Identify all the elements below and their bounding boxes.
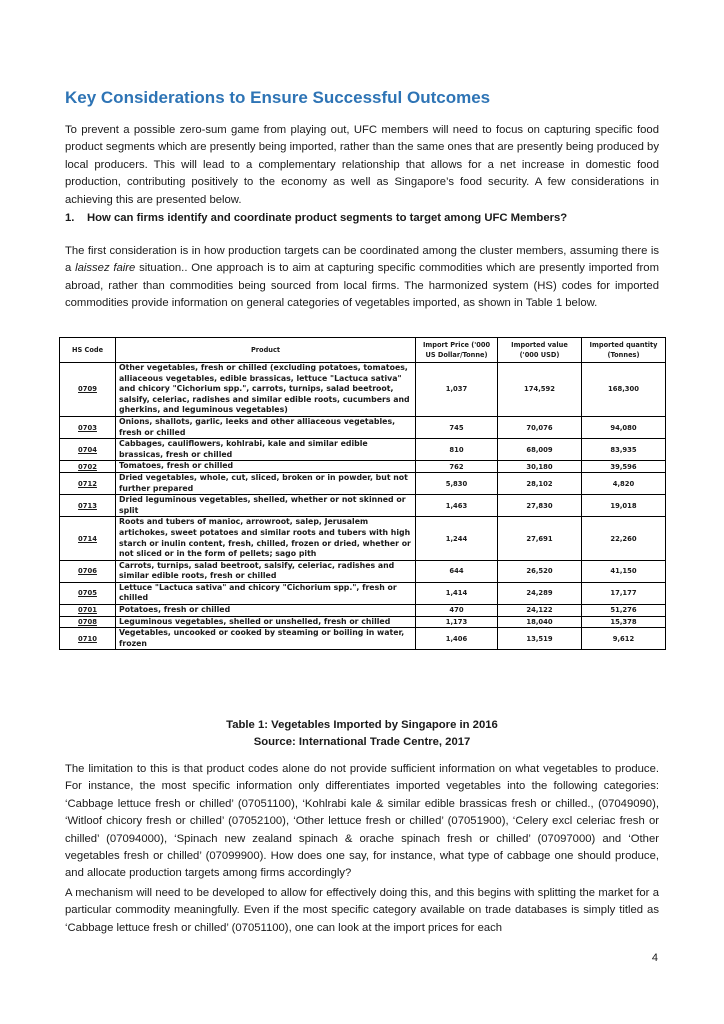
product-cell: Dried vegetables, whole, cut, sliced, broken or in powder, but not further prepared (116, 472, 416, 494)
price-cell: 470 (416, 605, 498, 617)
section-heading: Key Considerations to Ensure Successful Outcomes (65, 88, 491, 107)
hs-code-link[interactable]: 0708 (60, 616, 116, 628)
product-cell: Vegetables, uncooked or cooked by steaming or boiling in water, frozen (116, 628, 416, 650)
quantity-cell: 9,612 (582, 628, 666, 650)
quantity-cell: 41,150 (582, 560, 666, 582)
header-hs-code: HS Code (60, 338, 116, 363)
value-cell: 13,519 (498, 628, 582, 650)
value-cell: 174,592 (498, 363, 582, 417)
question-text: How can firms identify and coordinate product segments to target among UFC Members? (87, 212, 568, 224)
product-cell: Other vegetables, fresh or chilled (excluding potatoes, tomatoes, alliaceous vegetables, edible brassicas, lettuce "Lactuca sativa" and chicory "Cichorium spp.", carrots, turnips, salad beetroot, salsify, celeriac, radishes and similar edible roots, cucumbers and gherkins, and leguminous vegetables) (116, 363, 416, 417)
header-imported-value: Imported value ('000 USD) (498, 338, 582, 363)
header-product: Product (116, 338, 416, 363)
table-row (60, 605, 666, 617)
product-cell: Tomatoes, fresh or chilled (116, 461, 416, 473)
value-cell: 24,122 (498, 605, 582, 617)
question-heading (65, 212, 567, 224)
quantity-cell: 15,378 (582, 616, 666, 628)
product-cell: Leguminous vegetables, shelled or unshelled, fresh or chilled (116, 616, 416, 628)
price-cell: 1,173 (416, 616, 498, 628)
price-cell: 1,406 (416, 628, 498, 650)
value-cell: 70,076 (498, 416, 582, 438)
hs-code-link[interactable]: 0702 (60, 461, 116, 473)
hs-code-link[interactable]: 0703 (60, 416, 116, 438)
value-cell: 68,009 (498, 439, 582, 461)
table-row (60, 416, 666, 438)
price-cell: 1,463 (416, 495, 498, 517)
quantity-cell: 39,596 (582, 461, 666, 473)
quantity-cell: 94,080 (582, 416, 666, 438)
limitation-paragraph: The limitation to this is that product codes alone do not provide sufficient information on what vegetables to produce. For instance, the most specific information only differentiates imported vegetables into the following categories: ‘Cabbage lettuce fresh or chilled’ (07051100), ‘Kohlrabi kale & similar edible brassicas fresh or chilled., (07049090), ‘Witloof chicory fresh or chilled’ (07052100), ‘Other lettuce fresh or chilled’ (07051900), ‘Celery excl celeriac fresh or chilled’ (07094000), ‘Spinach new zealand spinach & orache spinach fresh or chilled’ (07097000) and ‘Other vegetables fresh or chilled’ (07099900). How does one say, for instance, what type of cabbage one should produce, and allocate production targets among firms accordingly? (65, 763, 659, 880)
hs-code-link[interactable]: 0714 (60, 517, 116, 560)
hs-code-link[interactable]: 0706 (60, 560, 116, 582)
quantity-cell: 19,018 (582, 495, 666, 517)
table-row (60, 439, 666, 461)
price-cell: 5,830 (416, 472, 498, 494)
price-cell: 762 (416, 461, 498, 473)
table-source: Source: International Trade Centre, 2017 (253, 736, 471, 748)
table-caption: Table 1: Vegetables Imported by Singapore in 2016 (226, 719, 498, 731)
table-row (60, 628, 666, 650)
hs-code-link[interactable]: 0705 (60, 582, 116, 604)
value-cell: 27,691 (498, 517, 582, 560)
quantity-cell: 83,935 (582, 439, 666, 461)
table-row (60, 582, 666, 604)
price-cell: 1,244 (416, 517, 498, 560)
table-row (60, 461, 666, 473)
quantity-cell: 17,177 (582, 582, 666, 604)
product-cell: Cabbages, cauliflowers, kohlrabi, kale and similar edible brassicas, fresh or chilled (116, 439, 416, 461)
table-row (60, 495, 666, 517)
price-cell: 1,414 (416, 582, 498, 604)
product-cell: Dried leguminous vegetables, shelled, whether or not skinned or split (116, 495, 416, 517)
value-cell: 18,040 (498, 616, 582, 628)
product-cell: Potatoes, fresh or chilled (116, 605, 416, 617)
laissez-faire-term: laissez faire (75, 262, 136, 275)
value-cell: 26,520 (498, 560, 582, 582)
hs-code-link[interactable]: 0713 (60, 495, 116, 517)
approach-text-start: The first consideration is in how production targets can be coordinated among the cluster members, assuming there is a (65, 245, 659, 275)
value-cell: 28,102 (498, 472, 582, 494)
table-row (60, 560, 666, 582)
product-cell: Carrots, turnips, salad beetroot, salsify, celeriac, radishes and similar edible roots, fresh or chilled (116, 560, 416, 582)
question-number: 1. (65, 212, 75, 224)
price-cell: 1,037 (416, 363, 498, 417)
price-cell: 810 (416, 439, 498, 461)
quantity-cell: 4,820 (582, 472, 666, 494)
header-import-price: Import Price ('000 US Dollar/Tonne) (416, 338, 498, 363)
hs-code-link[interactable]: 0710 (60, 628, 116, 650)
table-header-row (60, 338, 666, 363)
table-row (60, 517, 666, 560)
product-cell: Lettuce "Lactuca sativa" and chicory "Cichorium spp.", fresh or chilled (116, 582, 416, 604)
product-cell: Roots and tubers of manioc, arrowroot, salep, Jerusalem artichokes, sweet potatoes and similar roots and tubers with high starch or inulin content, fresh, chilled, frozen or dried, whether or not sliced or in the form of pellets; sago pith (116, 517, 416, 560)
hs-code-link[interactable]: 0701 (60, 605, 116, 617)
approach-text-end: situation.. One approach is to aim at capturing specific commodities which are presently imported from abroad, rather than commodities being sourced from local firms. The harmonized system (HS) codes for imported commodities provide information on general categories of vegetables imported, as shown in Table 1 below. (65, 262, 660, 310)
page-number: 4 (651, 952, 658, 964)
price-cell: 644 (416, 560, 498, 582)
hs-code-link[interactable]: 0704 (60, 439, 116, 461)
mechanism-paragraph: A mechanism will need to be developed to allow for effectively doing this, and this begins with splitting the market for a particular commodity meaningfully. Even if the most specific category available on trade databases is simply titled as ‘Cabbage lettuce fresh or chilled’ (07051100), one can look at the import prices for each (65, 887, 659, 934)
hs-code-link[interactable]: 0709 (60, 363, 116, 417)
table-row (60, 472, 666, 494)
product-cell: Onions, shallots, garlic, leeks and other alliaceous vegetables, fresh or chilled (116, 416, 416, 438)
quantity-cell: 51,276 (582, 605, 666, 617)
value-cell: 27,830 (498, 495, 582, 517)
table-row (60, 363, 666, 417)
quantity-cell: 22,260 (582, 517, 666, 560)
table-row (60, 616, 666, 628)
vegetable-imports-table (59, 337, 666, 650)
hs-code-link[interactable]: 0712 (60, 472, 116, 494)
intro-paragraph: To prevent a possible zero-sum game from playing out, UFC members will need to focus on capturing specific food product segments which are presently being imported, rather than the same ones that are presently being produced by local producers. This will lead to a complementary relationship that allows for a net increase in domestic food production, contributing positively to the economy as well as Singapore’s food security. A few considerations in achieving this are presented below. (65, 124, 659, 206)
value-cell: 24,289 (498, 582, 582, 604)
value-cell: 30,180 (498, 461, 582, 473)
header-imported-quantity: Imported quantity (Tonnes) (582, 338, 666, 363)
price-cell: 745 (416, 416, 498, 438)
approach-paragraph (65, 243, 659, 313)
quantity-cell: 168,300 (582, 363, 666, 417)
